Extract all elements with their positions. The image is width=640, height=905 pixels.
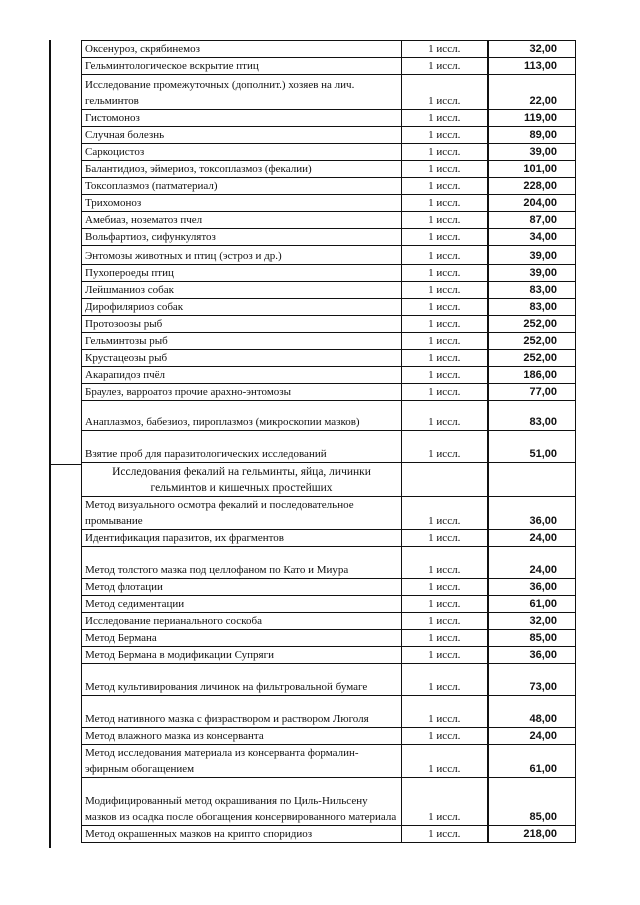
service-unit: 1 иссл.: [402, 299, 488, 316]
service-unit: 1 иссл.: [402, 282, 488, 299]
service-name: Крустацеозы рыб: [82, 350, 402, 367]
table-row: [82, 384, 576, 401]
table-row: [82, 745, 576, 778]
service-name: Балантидиоз, эймериоз, токсоплазмоз (фекалии): [82, 161, 402, 178]
service-price: 36,00: [488, 497, 576, 530]
service-unit: 1 иссл.: [402, 41, 488, 58]
table-row: [82, 110, 576, 127]
section-connector-rule: [51, 464, 81, 465]
service-price: 85,00: [488, 778, 576, 826]
table-row: [82, 728, 576, 745]
service-name: Метод окрашенных мазков на крипто споридиоз: [82, 826, 402, 843]
service-price: 48,00: [488, 696, 576, 728]
service-price: 34,00: [488, 229, 576, 246]
table-row: [82, 630, 576, 647]
service-price: 32,00: [488, 41, 576, 58]
service-unit: 1 иссл.: [402, 431, 488, 463]
service-unit: 1 иссл.: [402, 161, 488, 178]
table-row: [82, 282, 576, 299]
service-name: Дирофиляриоз собак: [82, 299, 402, 316]
table-row: [82, 229, 576, 246]
table-row: [82, 778, 576, 826]
service-price: 61,00: [488, 596, 576, 613]
service-price: 87,00: [488, 212, 576, 229]
table-row: [82, 696, 576, 728]
table-row: [82, 246, 576, 265]
service-name: Трихомоноз: [82, 195, 402, 212]
table-row: [82, 350, 576, 367]
table-row: [82, 579, 576, 596]
service-name: Гистомоноз: [82, 110, 402, 127]
service-unit: 1 иссл.: [402, 75, 488, 110]
service-price: 36,00: [488, 647, 576, 664]
service-name: Анаплазмоз, бабезиоз, пироплазмоз (микроскопии мазков): [82, 401, 402, 431]
service-unit: 1 иссл.: [402, 265, 488, 282]
table-row: [82, 647, 576, 664]
service-unit: 1 иссл.: [402, 367, 488, 384]
service-price: 73,00: [488, 664, 576, 696]
table-row: [82, 826, 576, 843]
service-unit: 1 иссл.: [402, 127, 488, 144]
service-price: 39,00: [488, 265, 576, 282]
service-name: Вольфартиоз, сифункулятоз: [82, 229, 402, 246]
service-name: Метод седиментации: [82, 596, 402, 613]
service-unit: 1 иссл.: [402, 401, 488, 431]
service-price: 83,00: [488, 299, 576, 316]
service-price: 252,00: [488, 333, 576, 350]
service-price: 24,00: [488, 728, 576, 745]
table-row: [82, 299, 576, 316]
service-name: Метод флотации: [82, 579, 402, 596]
service-name: Протозоозы рыб: [82, 316, 402, 333]
service-unit: 1 иссл.: [402, 195, 488, 212]
table-row: [82, 333, 576, 350]
service-name: Энтомозы животных и птиц (эстроз и др.): [82, 246, 402, 265]
price-list-body: [82, 41, 576, 843]
service-name: Лейшманиоз собак: [82, 282, 402, 299]
service-unit: 1 иссл.: [402, 246, 488, 265]
service-unit: 1 иссл.: [402, 778, 488, 826]
service-unit: 1 иссл.: [402, 664, 488, 696]
left-margin-rule: [49, 40, 51, 848]
service-unit: 1 иссл.: [402, 58, 488, 75]
service-unit: 1 иссл.: [402, 630, 488, 647]
table-row: [82, 265, 576, 282]
service-price: [488, 463, 576, 497]
service-name: Метод толстого мазка под целлофаном по Като и Миура: [82, 547, 402, 579]
service-name: Модифицированный метод окрашивания по Циль-Нильсену мазков из осадка после обогащения консервированного материала: [82, 778, 402, 826]
service-unit: 1 иссл.: [402, 728, 488, 745]
service-name: Метод Бермана в модификации Супряги: [82, 647, 402, 664]
table-row: [82, 212, 576, 229]
service-unit: 1 иссл.: [402, 212, 488, 229]
service-name: Метод исследования материала из консерванта формалин-эфирным обогащением: [82, 745, 402, 778]
table-row: [82, 195, 576, 212]
service-name: Гельминтологическое вскрытие птиц: [82, 58, 402, 75]
table-row: [82, 401, 576, 431]
service-unit: 1 иссл.: [402, 144, 488, 161]
service-name: Случная болезнь: [82, 127, 402, 144]
service-unit: 1 иссл.: [402, 110, 488, 127]
service-unit: 1 иссл.: [402, 613, 488, 630]
service-unit: 1 иссл.: [402, 696, 488, 728]
service-name: Саркоцистоз: [82, 144, 402, 161]
service-price: 77,00: [488, 384, 576, 401]
service-price: 22,00: [488, 75, 576, 110]
service-name: Амебиаз, нозематоз пчел: [82, 212, 402, 229]
service-price: 113,00: [488, 58, 576, 75]
service-name: Метод культивирования личинок на фильтровальной бумаге: [82, 664, 402, 696]
service-name: Исследование перианального соскоба: [82, 613, 402, 630]
service-name: Пухопероеды птиц: [82, 265, 402, 282]
service-name: Идентификация паразитов, их фрагментов: [82, 530, 402, 547]
service-name: Акарапидоз пчёл: [82, 367, 402, 384]
service-name: Гельминтозы рыб: [82, 333, 402, 350]
service-name: Токсоплазмоз (патматериал): [82, 178, 402, 195]
table-row: [82, 144, 576, 161]
table-row: [82, 58, 576, 75]
service-unit: 1 иссл.: [402, 547, 488, 579]
service-price: 204,00: [488, 195, 576, 212]
service-name: Метод визуального осмотра фекалий и последовательное промывание: [82, 497, 402, 530]
table-row: [82, 41, 576, 58]
table-row: [82, 75, 576, 110]
service-name: Метод нативного мазка с физраствором и раствором Люголя: [82, 696, 402, 728]
service-unit: 1 иссл.: [402, 530, 488, 547]
price-list-table: [81, 40, 576, 843]
service-price: 39,00: [488, 144, 576, 161]
service-price: 61,00: [488, 745, 576, 778]
service-name: Метод влажного мазка из консерванта: [82, 728, 402, 745]
service-price: 218,00: [488, 826, 576, 843]
service-unit: 1 иссл.: [402, 178, 488, 195]
service-price: 252,00: [488, 316, 576, 333]
service-price: 85,00: [488, 630, 576, 647]
service-unit: 1 иссл.: [402, 384, 488, 401]
service-unit: 1 иссл.: [402, 579, 488, 596]
table-row: [82, 316, 576, 333]
service-price: 83,00: [488, 401, 576, 431]
service-unit: 1 иссл.: [402, 647, 488, 664]
service-name: Метод Бермана: [82, 630, 402, 647]
service-unit: 1 иссл.: [402, 333, 488, 350]
service-unit: 1 иссл.: [402, 596, 488, 613]
service-price: 186,00: [488, 367, 576, 384]
service-unit: 1 иссл.: [402, 316, 488, 333]
service-price: 24,00: [488, 530, 576, 547]
service-price: 39,00: [488, 246, 576, 265]
table-row: [82, 596, 576, 613]
service-price: 89,00: [488, 127, 576, 144]
table-row: [82, 127, 576, 144]
service-name: Исследование промежуточных (дополнит.) хозяев на лич. гельминтов: [82, 75, 402, 110]
section-title: Исследования фекалий на гельминты, яйца, личинки гельминтов и кишечных простейших: [82, 463, 402, 497]
table-row: [82, 613, 576, 630]
table-row: [82, 178, 576, 195]
service-price: 228,00: [488, 178, 576, 195]
service-price: 24,00: [488, 547, 576, 579]
table-row: [82, 161, 576, 178]
service-price: 101,00: [488, 161, 576, 178]
service-price: 83,00: [488, 282, 576, 299]
service-price: 119,00: [488, 110, 576, 127]
service-name: Взятие проб для паразитологических исследований: [82, 431, 402, 463]
table-row: [82, 664, 576, 696]
service-unit: 1 иссл.: [402, 826, 488, 843]
service-price: 36,00: [488, 579, 576, 596]
table-row: [82, 367, 576, 384]
service-price: 252,00: [488, 350, 576, 367]
table-row: [82, 530, 576, 547]
service-name: Оксенуроз, скрябинемоз: [82, 41, 402, 58]
service-unit: 1 иссл.: [402, 229, 488, 246]
table-row: [82, 497, 576, 530]
section-header-row: [82, 463, 576, 497]
service-unit: 1 иссл.: [402, 745, 488, 778]
service-unit: 1 иссл.: [402, 350, 488, 367]
service-price: 51,00: [488, 431, 576, 463]
table-row: [82, 431, 576, 463]
table-row: [82, 547, 576, 579]
service-price: 32,00: [488, 613, 576, 630]
service-unit: 1 иссл.: [402, 497, 488, 530]
service-name: Браулез, варроатоз прочие арахно-энтомозы: [82, 384, 402, 401]
service-unit: [402, 463, 488, 497]
